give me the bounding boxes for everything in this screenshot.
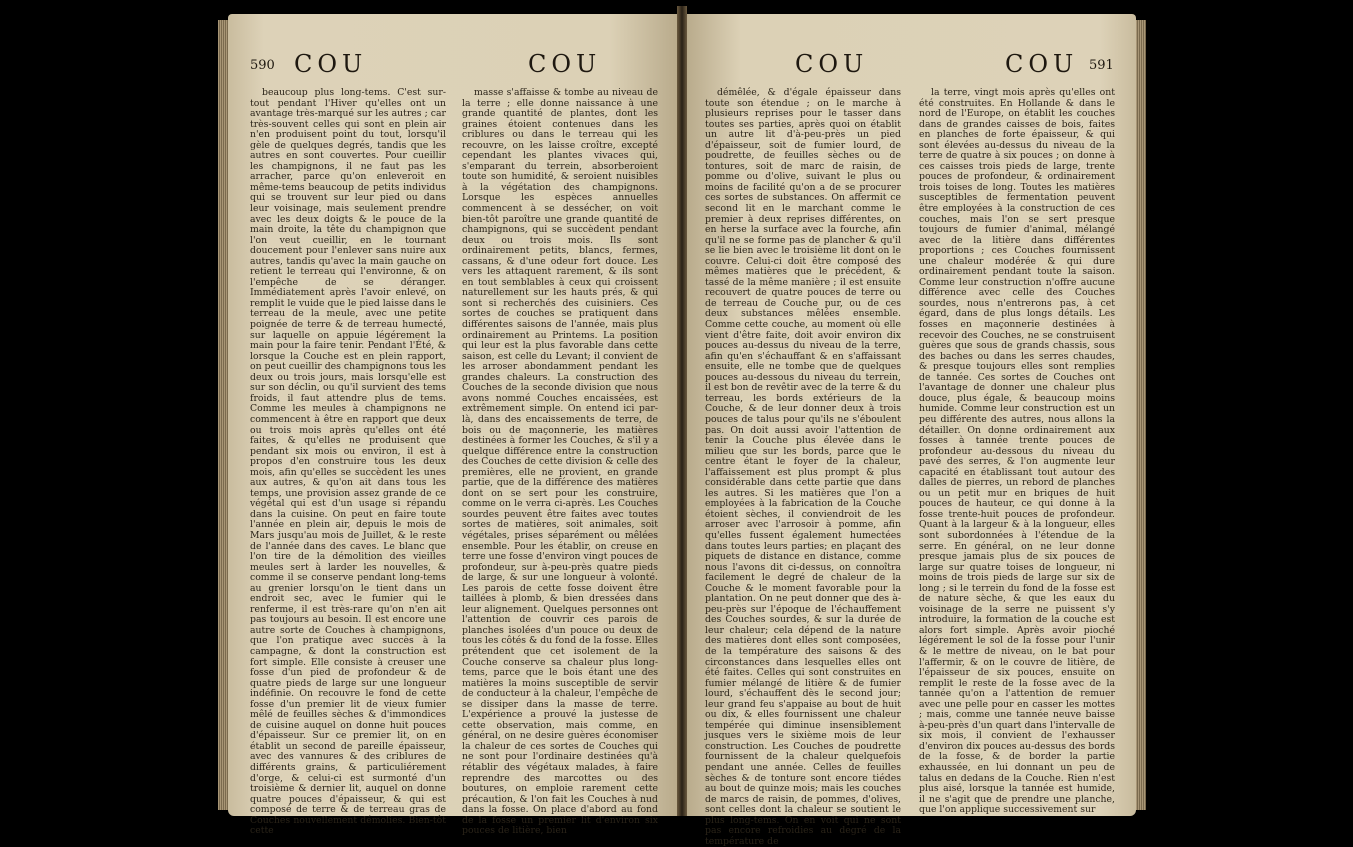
page-number: 590 bbox=[250, 58, 275, 73]
page-edges-left bbox=[218, 20, 228, 810]
column-text: la terre, vingt mois après qu'elles ont été construites. En Hollande & dans le nord de l'Europe, on établit les couches dans de grandes caisses de bois, faites en planches de forte épaisseur, & qui sont élevées au-dessus du niveau de la terre de quatre à six pouces ; on donne à ces caisses trois pieds de large, trente pouces de profondeur, & ordinairement trois toises de long. Toutes les matières susceptibles de fermentation peuvent être employées à la construction de ces couches, mais l'on se sert presque toujours de fumier d'animal, mélangé avec de la litière dans différentes proportions ; ces Couches fournissent une chaleur modérée & qui dure ordinairement pendant toute la saison. Comme leur construction n'offre aucune différence avec celle des Couches sourdes, nous n'entrerons pas, à cet égard, dans de plus longs détails. Les fosses en maçonnerie destinées à recevoir des Couches, ne se construisent guères que sous de grands chassis, sous des baches ou dans les serres chaudes, & presque toujours elles sont remplies de tannée. Ces sortes de Couches ont l'avantage de donner une chaleur plus douce, plus égale, & beaucoup moins humide. Comme leur construction est un peu différente des autres, nous allons la détailler. On donne ordinairement aux fosses à tannée trente pouces de profondeur au-dessous du niveau du pavé des serres, & l'on augmente leur capacité en établissant tout autour des dalles de pierres, un rebord de planches ou un petit mur en briques de huit pouces de hauteur, ce qui donne à la fosse trente-huit pouces de profondeur. Quant à la largeur & à la longueur, elles sont subordonnées à l'étendue de la serre. En général, on ne leur donne presque jamais plus de six pouces de large sur quatre toises de longueur, ni moins de trois pieds de large sur six de long ; si le terrein du fond de la fosse est de nature sèche, & que les eaux du voisinage de la serre ne puissent s'y introduire, la formation de la couche est alors fort simple. Après avoir pioché légérement le sol de la fosse pour l'unir & le mettre de niveau, on le bat pour l'affermir, & on le couvre de litière, de l'épaisseur de six pouces, ensuite on remplit le reste de la fosse avec de la tannée qu'on a l'attention de remuer avec une pelle pour en casser les mottes ; mais, comme une tannée neuve baisse à-peu-près d'un quart dans l'intervalle de six mois, il convient de l'exhausser d'environ dix pouces au-dessus des bords de la fosse, & de border la partie exhaussée, en lui donnant un peu de talus en dedans de la Couche. Rien n'est plus aisé, lorsque la tannée est humide, il ne s'agit que de prendre une planche, que l'on applique successivement sur bbox=[919, 87, 1115, 816]
left-page bbox=[228, 14, 677, 837]
text-column bbox=[705, 87, 901, 847]
running-head: COU bbox=[528, 50, 602, 78]
text-column bbox=[250, 87, 446, 837]
column-text: démêlée, & d'égale épaisseur dans toute son étendue ; on le marche à plusieurs reprises pour le tasser dans toutes ses parties, après quoi on établit un autre lit d'à-peu-près un pied d'épaisseur, soit de fumier lourd, de poudrette, de feuilles sèches ou de tontures, soit de marc de raisin, de pomme ou d'olive, suivant le plus ou moins de facilité qu'on a de se procurer ces sortes de substances. On affermit ce second lit en le marchant comme le premier à deux reprises différentes, on en herse la surface avec la fourche, afin qu'il ne se forme pas de plancher & qu'il se lie bien avec le troisième lit dont on le couvre. Celui-ci doit être composé des mêmes matières que le précédent, & tassé de la même manière ; il est ensuite recouvert de quatre pouces de terre ou de terreau de Couche pur, ou de ces deux substances mêlées ensemble. Comme cette couche, au moment où elle vient d'être faite, doit avoir environ dix pouces au-dessus du niveau de la terre, afin qu'en s'échauffant & en s'affaissant ensuite, elle ne tombe que de quelques pouces au-dessous du niveau du terrein, il est bon de revêtir avec de la terre & du terreau, les bords extérieurs de la Couche, & de leur donner deux à trois pouces de talus pour qu'ils ne s'éboulent pas. On doit aussi avoir l'attention de tenir la Couche plus élevée dans le milieu que sur les bords, parce que le centre étant le foyer de la chaleur, l'affaissement est plus prompt & plus considérable dans cette partie que dans les autres. Si les matières que l'on a employées à la fabrication de la Couche étoient sèches, il conviendroit de les arroser avec l'arrosoir à pomme, afin qu'elles fussent également humectées dans toutes leurs parties; en plaçant des piquets de distance en distance, comme nous l'avons dit ci-dessus, on connoîtra facilement le degré de chaleur de la Couche & le moment favorable pour la plantation. On ne peut donner que des à-peu-près sur l'époque de l'échauffement des Couches sourdes, & sur la durée de leur chaleur; cela dépend de la nature des matières dont elles sont composées, de la température des saisons & des circonstances dans lesquelles elles ont été faites. Celles qui sont construites en fumier mélangé de litière & de fumier lourd, s'échauffent dès le second jour; leur grand feu s'appaise au bout de huit ou dix, & elles fournissent une chaleur tempérée qui diminue insensiblement jusques vers le sixième mois de leur construction. Les Couches de poudrette fournissent de la chaleur quelquefois pendant une année. Celles de feuilles sèches & de tonture sont encore tiédes au bout de quinze mois; mais les couches de marcs de raisin, de pommes, d'olives, sont celles dont la chaleur se soutient le plus long-tems. On en voit qui ne sont pas encore refroidies au degré de la température de bbox=[705, 87, 901, 847]
open-book bbox=[228, 0, 1136, 847]
text-column bbox=[919, 87, 1115, 816]
right-page bbox=[687, 14, 1136, 847]
running-head: COU bbox=[1005, 50, 1079, 78]
book-gutter bbox=[677, 6, 687, 816]
text-column bbox=[462, 87, 658, 837]
column-text: masse s'affaisse & tombe au niveau de la terre ; elle donne naissance à une grande quantité de plantes, dont les graines étoient contenues dans les criblures ou dans le terreau qui les recouvre, on les laisse croître, excepté cependant les plantes vivaces qui, s'emparant du terrein, absorberoient toute son humidité, & seroient nuisibles à la végétation des champignons. Lorsque les espèces annuelles commencent à se dessécher, on voit bien-tôt paroître une grande quantité de champignons, qui se succèdent pendant deux ou trois mois. Ils sont ordinairement petits, blancs, fermes, cassans, & d'une odeur fort douce. Les vers les attaquent rarement, & ils sont en tout semblables à ceux qui croissent naturellement sur les hauts prés, & qui sont si recherchés des cuisiniers. Ces sortes de couches se pratiquent dans différentes saisons de l'année, mais plus ordinairement au Printems. La position qui leur est la plus favorable dans cette saison, est celle du Levant; il convient de les arroser abondamment pendant les grandes chaleurs. La construction des Couches de la seconde division que nous avons nommé Couches encaissées, est extrêmement simple. On entend ici par-là, dans des encaissements de terre, de bois ou de maçonnerie, les matières destinées à former les Couches, & s'il y a quelque différence entre la construction des Couches de cette division & celle des premières, elle ne provient, en grande partie, que de la différence des matières dont on se sert pour les construire, comme on le verra ci-après. Les Couches sourdes peuvent être faites avec toutes sortes de matières, soit animales, soit végétales, prises séparément ou mêlées ensemble. Pour les établir, on creuse en terre une fosse d'environ vingt pouces de profondeur, sur à-peu-près quatre pieds de large, & sur une longueur à volonté. Les parois de cette fosse doivent être taillées à plomb, & bien dressées dans leur alignement. Quelques personnes ont l'attention de couvrir ces parois de planches isolées d'un pouce ou deux de tous les côtés & du fond de la fosse. Elles prétendent que cet isolement de la Couche conserve sa chaleur plus long-tems, parce que le bois étant une des matières la moins susceptible de servir de conducteur à la chaleur, l'empêche de se dissiper dans la masse de terre. L'expérience a prouvé la justesse de cette observation, mais comme, en général, on ne desire guères économiser la chaleur de ces sortes de Couches qui ne sont pour l'ordinaire destinées qu'à rétablir des végétaux malades, à faire reprendre des marcottes ou des boutures, on emploie rarement cette précaution, & l'on fait les Couches à nud dans la fosse. On place d'abord au fond de la fosse un premier lit d'environ six pouces de litière, bien bbox=[462, 87, 658, 837]
column-text: beaucoup plus long-tems. C'est sur-tout pendant l'Hiver qu'elles ont un avantage très-marqué sur les autres ; car très-souvent celles qui sont en plein air n'en produisent point du tout, lorsqu'il gèle de quelques degrés, tandis que les autres en sont couvertes. Pour cueillir les champignons, il ne faut pas les arracher, parce qu'on enleveroit en même-tems beaucoup de petits individus qui se trouvent sur leur pied ou dans leur voisinage, mais seulement prendre avec les deux doigts & le pouce de la main droite, la tête du champignon que l'on veut cueillir, en le tournant doucement pour l'enlever sans nuire aux autres, tandis qu'avec la main gauche on retient le terreau qui l'environne, & on l'empêche de se déranger. Immédiatement après l'avoir enlevé, on remplit le vuide que le pied laisse dans le terreau de la meule, avec une petite poignée de terre & de terreau humecté, sur laquelle on appuie légérement la main pour la faire tenir. Pendant l'Été, & lorsque la Couche est en plein rapport, on peut cueillir des champignons tous les deux ou trois jours, mais lorsqu'elle est sur son déclin, ou qu'il survient des tems froids, il faut attendre plus de tems. Comme les meules à champignons ne commencent à être en rapport que deux ou trois mois après qu'elles ont été faites, & qu'elles ne produisent que pendant six mois ou environ, il est à propos d'en construire tous les deux mois, afin qu'elles se succèdent les unes aux autres, & qu'on ait dans tous les temps, une provision assez grande de ce végétal qui est d'un usage si répandu dans la cuisine. On peut en faire toute l'année en plein air, depuis le mois de Mars jusqu'au mois de Juillet, & le reste de l'année dans des caves. Le blanc que l'on tire de la démolition des vieilles meules sert à larder les nouvelles, & comme il se conserve pendant long-tems au grenier lorsqu'on le tient dans un endroit sec, avec le fumier qui le renferme, il est très-rare qu'on n'en ait pas toujours au besoin. Il est encore une autre sorte de Couches à champignons, que l'on pratique avec succès à la campagne, & dont la construction est fort simple. Elle consiste à creuser une fosse d'un pied de profondeur & de quatre pieds de large sur une longueur indéfinie. On recouvre le fond de cette fosse d'un premier lit de vieux fumier mêlé de feuilles sèches & d'immondices de cuisine auquel on donne huit pouces d'épaisseur. Sur ce premier lit, on en établit un second de pareille épaisseur, avec des vannures & des criblures de différents grains, & particuliérement d'orge, & celui-ci est surmonté d'un troisième & dernier lit, auquel on donne quatre pouces d'épaisseur, & qui est composé de terre & de terreau gras de Couches nouvellement démolies. Bien-tôt cette bbox=[250, 87, 446, 837]
running-head: COU bbox=[294, 50, 368, 78]
running-head: COU bbox=[795, 50, 869, 78]
page-number: 591 bbox=[1089, 58, 1114, 73]
page-edges-right bbox=[1136, 20, 1146, 810]
